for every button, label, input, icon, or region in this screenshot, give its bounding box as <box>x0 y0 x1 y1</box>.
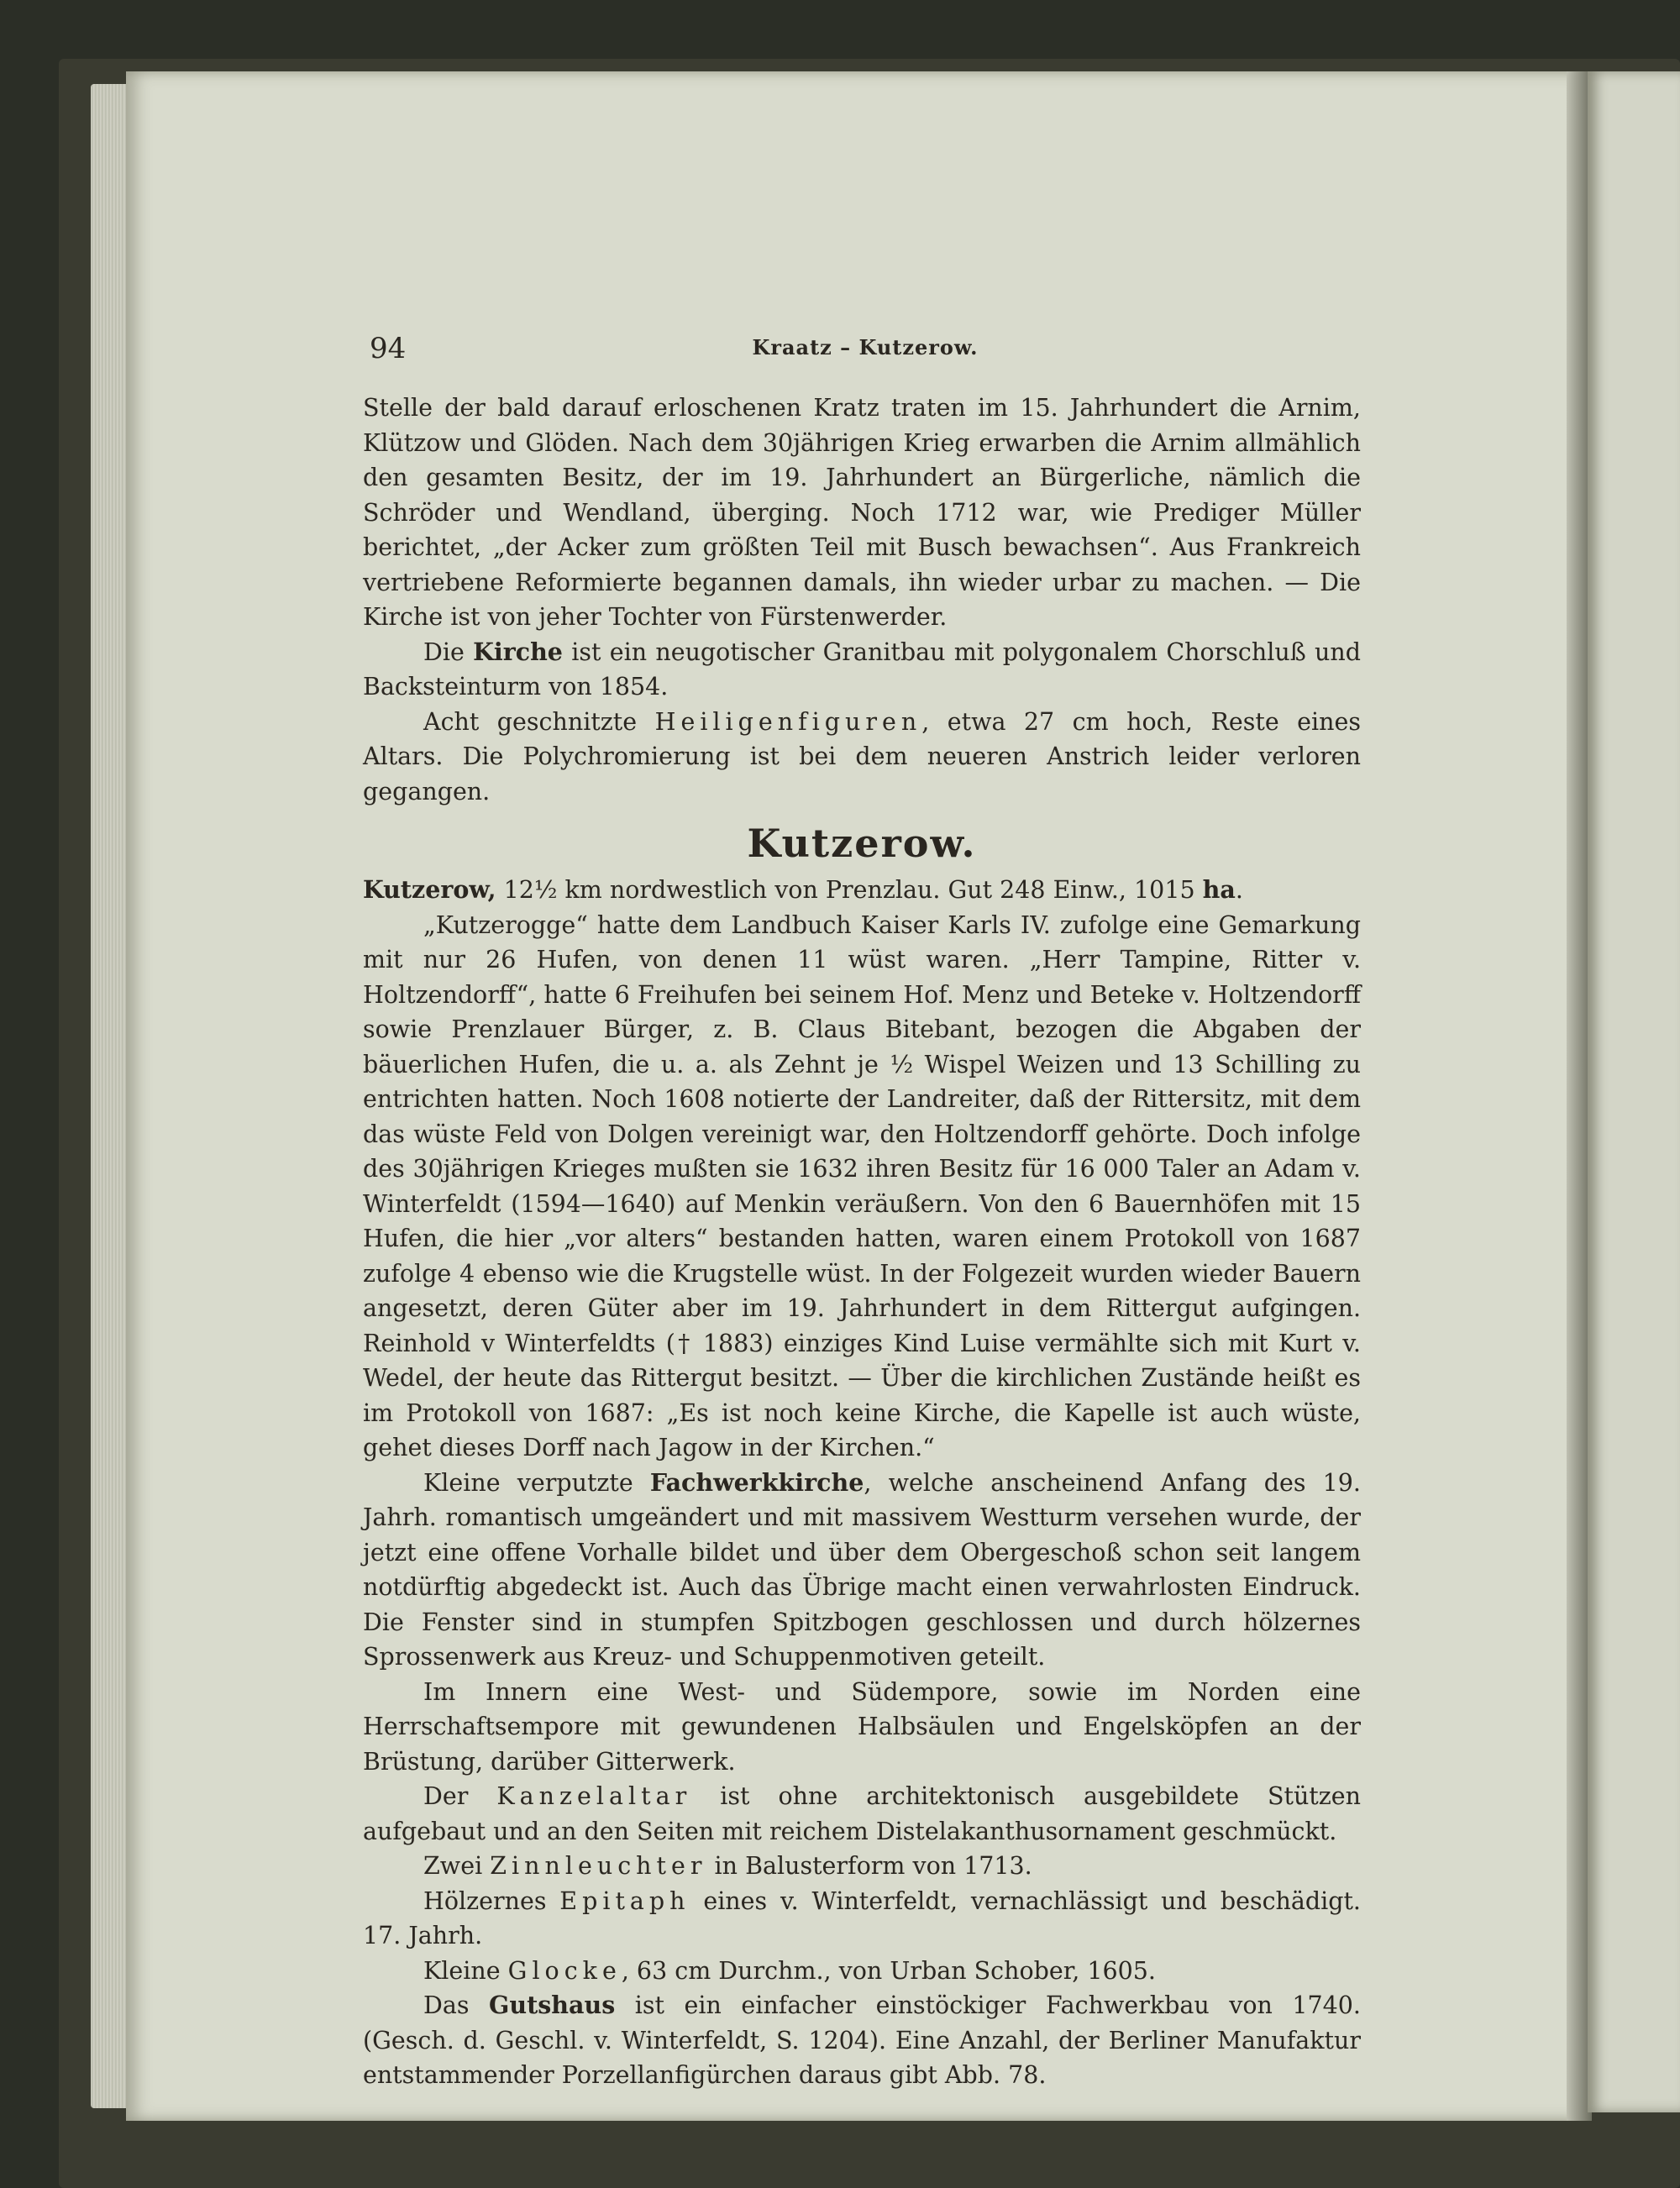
text-run: Der <box>423 1782 497 1810</box>
page-number: 94 <box>370 332 407 365</box>
paragraph <box>363 873 1361 908</box>
text-run: Im Innern eine West- und Südempore, sowie im Norden eine Herrschaftsempore mit gewundenen Halbsäulen und Engelsköpfen an der Brüstung, darüber Gitterwerk. <box>363 1677 1361 1776</box>
text-run: Die <box>423 638 474 666</box>
paragraph <box>363 1675 1361 1780</box>
text-run: Kleine verputzte <box>423 1468 650 1497</box>
paragraph <box>363 705 1361 810</box>
section-heading <box>363 814 1361 873</box>
spaced-term: Zinnleuchter <box>490 1852 707 1880</box>
paragraph <box>363 391 1361 635</box>
text-run: Kutzerow. <box>747 821 977 866</box>
spaced-term: Glocke <box>507 1956 622 1985</box>
facing-page-edge <box>1588 71 1680 2112</box>
text-run: ist ein einfacher einstöckiger Fachwerkbau von 1740. (Gesch. d. Geschl. v. Winterfeldt, S. 1204). Eine Anzahl, der Berliner Manufaktur entstammender Porzellanfigürchen daraus gibt Abb. 78. <box>363 1991 1361 2089</box>
text-run: Das <box>423 1991 490 2019</box>
text-run: , etwa 27 cm hoch, Reste eines Altars. Die Polychromierung ist bei dem neueren Anstrich leider verloren gegangen. <box>363 707 1361 805</box>
text-run: ist ein neugotischer Granitbau mit polygonalem Chorschluß und Backsteinturm von 1854. <box>363 638 1361 700</box>
text-run: „Kutzerogge“ hatte dem Landbuch Kaiser Karls IV. zufolge eine Gemarkung mit nur 26 Hufen, von denen 11 wüst waren. „Herr Tampine, Ritter v. Holtzendorff“, hatte 6 Freihufen bei seinem Hof. Menz und Beteke v. Holtzendorff sowie Prenzlauer Bürger, z. B. Claus Bitebant, bezogen die Abgaben der bäuerlichen Hufen, die u. a. als Zehnt je ½ Wispel Weizen und 13 Schilling zu entrichten hatten. Noch 1608 notierte der Landreiter, daß der Rittersitz, mit dem das wüste Feld von Dolgen vereinigt war, den Holtzendorff gehörte. Doch infolge des 30jährigen Krieges mußten sie 1632 ihren Besitz für 16 000 Taler an Adam v. Winterfeldt (1594—1640) auf Menkin veräußern. Von den 6 Bauernhöfen mit 15 Hufen, die hier „vor alters“ bestanden hatten, waren einem Protokoll von 1687 zufolge 4 ebenso wie die Krugstelle wüst. In der Folgezeit wurden wieder Bauern angesetzt, deren Güter aber im 19. Jahrhundert in dem Rittergut aufgingen. Reinhold v Winterfeldts († 1883) einziges Kind Luise vermählte sich mit Kurt v. Wedel, der heute das Rittergut besitzt. — Über die kirchlichen Zustände heißt es im Protokoll von 1687: „Es ist noch keine Kirche, die Kapelle ist auch wüste, gehet dieses Dorff nach Jagow in der Kirchen.“ <box>363 910 1361 1461</box>
running-title: Kraatz – Kutzerow. <box>752 335 979 359</box>
bold-term: Kirche <box>473 637 563 666</box>
paragraph <box>363 1988 1361 2093</box>
spaced-term: Epitaph <box>559 1886 690 1915</box>
spaced-term: Kanzelaltar <box>496 1782 692 1810</box>
paragraph <box>363 908 1361 1466</box>
text-run: in Balusterform von 1713. <box>706 1852 1032 1880</box>
bold-term: Fachwerkkirche <box>649 1467 864 1497</box>
body-text <box>363 391 1361 2093</box>
spaced-term: Heiligenfiguren <box>654 707 922 736</box>
paragraph <box>363 1849 1361 1884</box>
text-run: Acht geschnitzte <box>423 707 655 736</box>
text-run: Stelle der bald darauf erloschenen Kratz traten im 15. Jahrhundert die Arnim, Klützow und Glöden. Nach dem 30jährigen Krieg erwarben die Arnim allmählich den gesamten Besitz, der im 19. Jahrhundert an Bürgerliche, nämlich die Schröder und Wendland, überging. Noch 1712 war, wie Prediger Müller berichtet, „der Acker zum größten Teil mit Busch bewachsen“. Aus Frankreich vertriebene Reformierte begannen damals, ihn wieder urbar zu machen. — Die Kirche ist von jeher Tochter von Fürstenwerder. <box>363 394 1361 631</box>
paragraph <box>363 635 1361 705</box>
paragraph <box>363 1466 1361 1675</box>
text-run: Zwei <box>423 1852 491 1880</box>
text-run: 12½ km nordwestlich von Prenzlau. Gut 248 Einw., 1015 <box>496 876 1203 904</box>
bold-term: Gutshaus <box>489 1991 616 2019</box>
page-header <box>370 332 1361 374</box>
text-run: ist ohne architektonisch ausgebildete Stützen aufgebaut und an den Seiten mit reichem Distelakanthusornament geschmückt. <box>363 1782 1361 1845</box>
bold-term: Kutzerow, <box>363 875 496 904</box>
paragraph <box>363 1779 1361 1849</box>
text-run: . <box>1235 876 1243 904</box>
text-run: Kleine <box>423 1956 508 1985</box>
text-run: Hölzernes <box>423 1886 560 1915</box>
text-run: eines v. Winterfeldt, vernachlässigt und beschädigt. 17. Jahrh. <box>363 1886 1361 1949</box>
text-run: , welche anscheinend Anfang des 19. Jahrh. romantisch umgeändert und mit massivem Westturm versehen wurde, der jetzt eine offene Vorhalle bildet und über dem Obergeschoß schon seit langem notdürftig abgedeckt ist. Auch das Übrige macht einen verwahrlosten Eindruck. Die Fenster sind in stumpfen Spitzbogen geschlossen und durch hölzernes Sprossenwerk aus Kreuz- und Schuppenmotiven geteilt. <box>363 1468 1361 1671</box>
paragraph <box>363 1884 1361 1954</box>
paragraph <box>363 1954 1361 1989</box>
bold-term: ha <box>1202 875 1236 904</box>
text-run: , 63 cm Durchm., von Urban Schober, 1605. <box>621 1956 1156 1985</box>
